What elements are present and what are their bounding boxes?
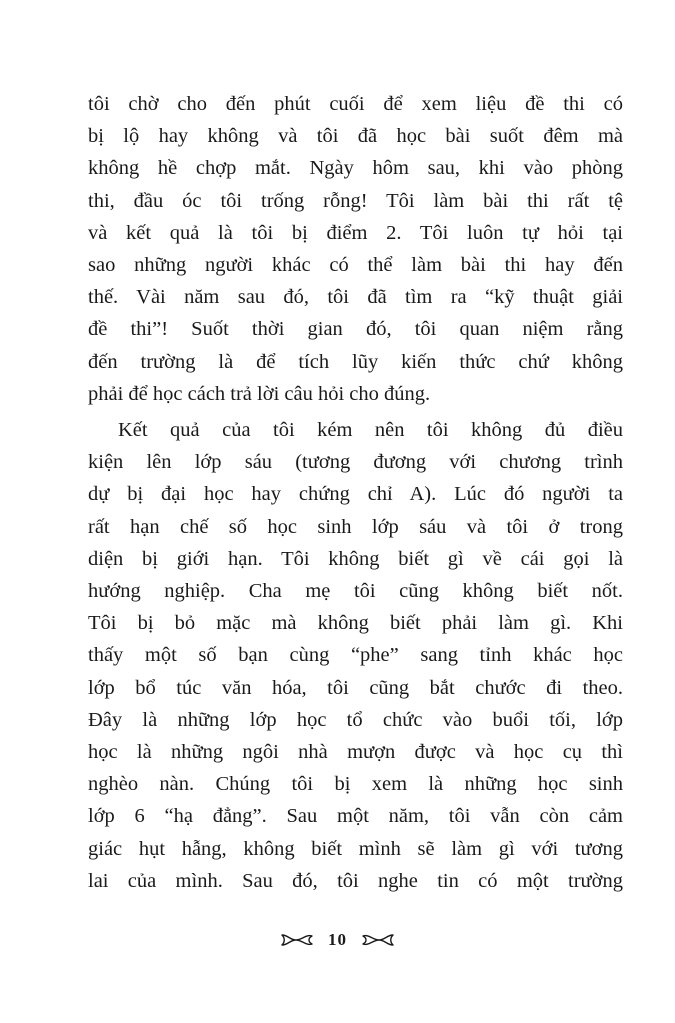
text-line: lai của mình. Sau đó, tôi nghe tin có một trường: [88, 869, 623, 892]
fish-ornament-icon: [280, 932, 314, 948]
fish-ornament-icon: [361, 932, 395, 948]
text-line: và kết quả là tôi bị điểm 2. Tôi luôn tự hỏi tại: [88, 221, 623, 244]
text-line: đến trường là để tích lũy kiến thức chứ không: [88, 350, 623, 373]
text-line: kiện lên lớp sáu (tương đương với chương trình: [88, 451, 623, 474]
text-line: Đây là những lớp học tổ chức vào buổi tối, lớp: [88, 708, 623, 731]
text-line: lớp 6 “hạ đẳng”. Sau một năm, tôi vẫn còn cảm: [88, 805, 623, 828]
text-line: đề thi”! Suốt thời gian đó, tôi quan niệm rằng: [88, 318, 623, 341]
text-line: thấy một số bạn cùng “phe” sang tỉnh khác học: [88, 644, 623, 667]
paragraph-2: [88, 414, 623, 897]
text-line: nghèo nàn. Chúng tôi bị xem là những học sinh: [88, 773, 623, 796]
text-line: không hề chợp mắt. Ngày hôm sau, khi vào phòng: [88, 157, 623, 180]
text-line: học là những ngôi nhà mượn được và học cụ thì: [88, 741, 623, 764]
text-line: Kết quả của tôi kém nên tôi không đủ điều: [118, 419, 623, 442]
text-line: phải để học cách trả lời câu hỏi cho đúng.: [88, 382, 431, 405]
text-line: thi, đầu óc tôi trống rỗng! Tôi làm bài thi rất tệ: [88, 189, 623, 212]
text-line: dự bị đại học hay chứng chỉ A). Lúc đó người ta: [88, 483, 623, 506]
text-line: bị lộ hay không và tôi đã học bài suốt đêm mà: [88, 125, 623, 148]
text-line: diện bị giới hạn. Tôi không biết gì về cái gọi là: [88, 547, 623, 570]
page-body: [88, 88, 623, 897]
text-line: giác hụt hẫng, không biết mình sẽ làm gì với tương: [88, 837, 623, 860]
paragraph-1: [88, 88, 623, 410]
text-line: lớp bổ túc văn hóa, tôi cũng bắt chước đi theo.: [88, 676, 623, 699]
text-line: Tôi bị bỏ mặc mà không biết phải làm gì. Khi: [88, 612, 623, 635]
text-line: hướng nghiệp. Cha mẹ tôi cũng không biết nốt.: [88, 580, 623, 603]
text-line: rất hạn chế số học sinh lớp sáu và tôi ở trong: [88, 515, 623, 538]
text-line: thế. Vài năm sau đó, tôi đã tìm ra “kỹ thuật giải: [88, 286, 623, 309]
page-footer: [0, 930, 675, 950]
page-number: 10: [328, 930, 347, 949]
text-line: sao những người khác có thể làm bài thi hay đến: [88, 254, 623, 277]
text-line: tôi chờ cho đến phút cuối để xem liệu đề thi có: [88, 93, 623, 115]
